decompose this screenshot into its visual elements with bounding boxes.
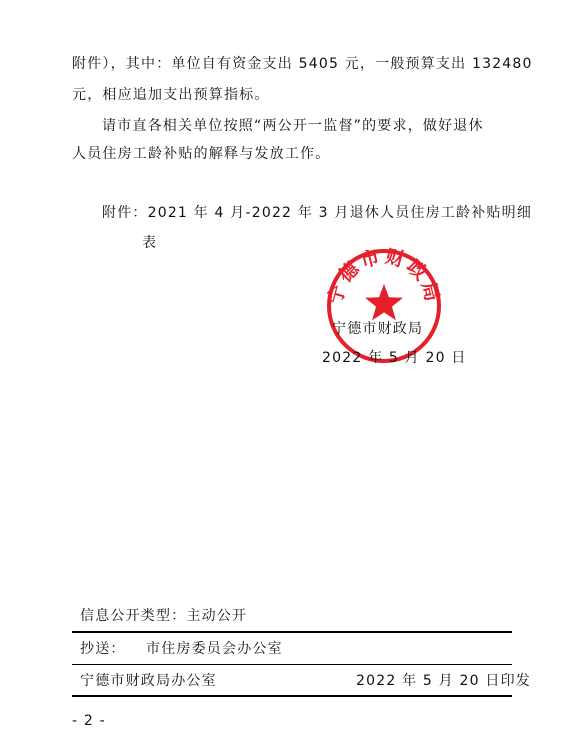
body-line-2: 元，相应追加支出预算指标。 (72, 87, 270, 103)
body-line-1: 附件），其中：单位自有资金支出 5405 元，一般预算支出 132480 (72, 56, 533, 72)
cc-value: 市住房委员会办公室 (146, 641, 283, 657)
footer-divider-bottom (72, 695, 512, 697)
svg-text:宁德市财政局: 宁德市财政局 (324, 246, 444, 307)
print-date: 2022 年 5 月 20 日印发 (356, 673, 532, 689)
body-line-3: 请市直各相关单位按照“两公开一监督”的要求，做好退休 (102, 118, 484, 134)
disclosure-type: 信息公开类型：主动公开 (80, 608, 248, 624)
cc-label: 抄送： (80, 641, 126, 657)
signature-issuer: 宁德市财政局 (332, 321, 424, 337)
body-line-4: 人员住房工龄补贴的解释与发放工作。 (72, 146, 331, 162)
attachment-line-2: 表 (142, 235, 158, 251)
page-number: - 2 - (72, 713, 106, 729)
footer-divider-top (72, 631, 512, 633)
signature-date: 2022 年 5 月 20 日 (322, 350, 467, 366)
attachment-line-1: 附件：2021 年 4 月-2022 年 3 月退休人员住房工龄补贴明细 (102, 205, 533, 221)
issuing-office: 宁德市财政局办公室 (80, 673, 217, 689)
footer-divider-middle (72, 664, 512, 665)
